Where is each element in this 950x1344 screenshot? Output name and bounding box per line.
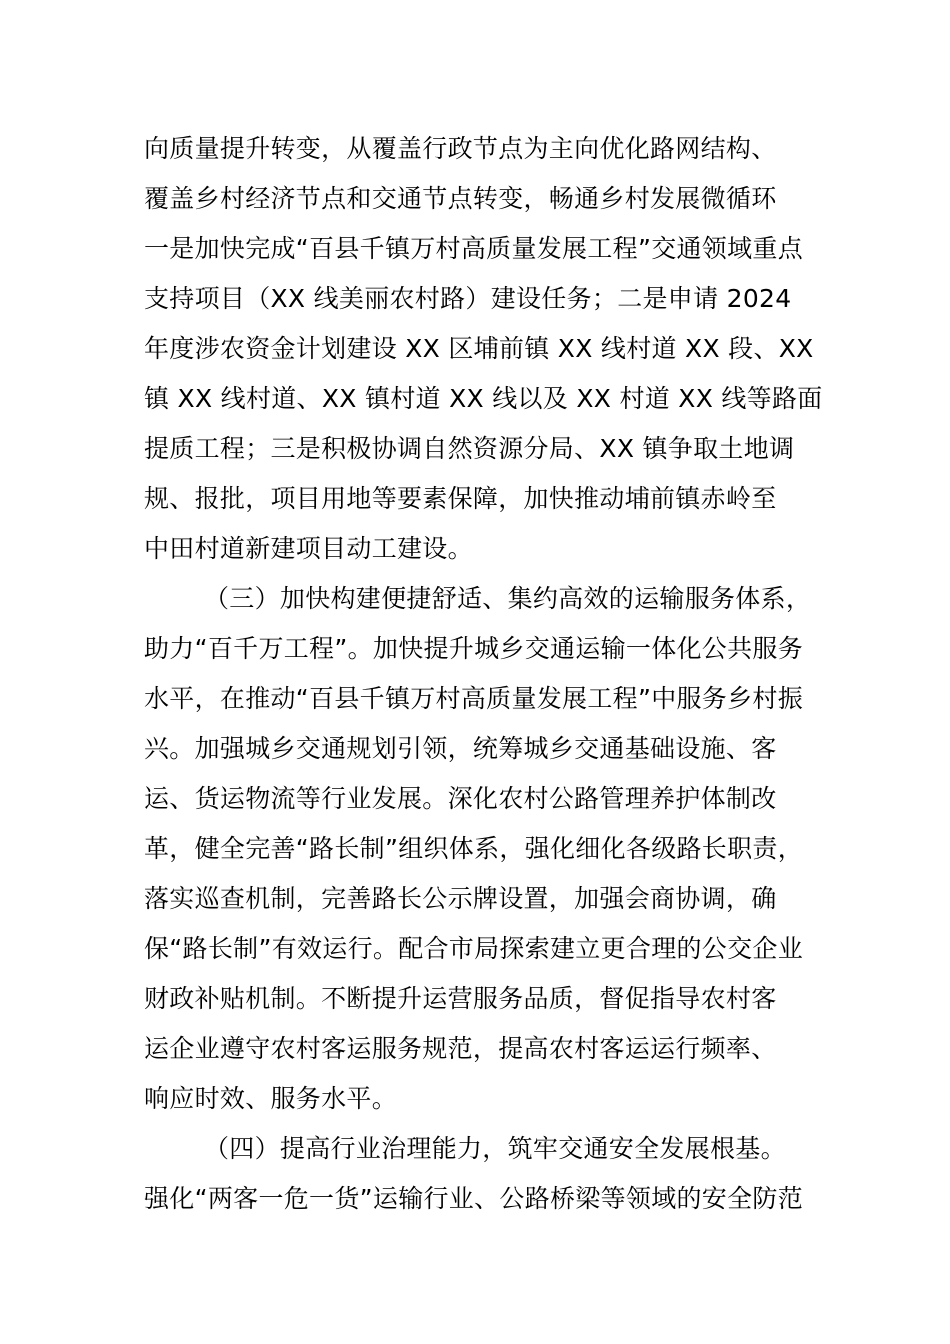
text-line: 保“路长制”有效运行。配合市局探索建立更合理的公交企业 (144, 934, 804, 963)
text-line: 强化“两客一危一货”运输行业、公路桥梁等领域的安全防范 (144, 1184, 804, 1213)
text-line: 运、货运物流等行业发展。深化农村公路管理养护体制改 (144, 784, 777, 813)
text-line: 革，健全完善“路长制”组织体系，强化细化各级路长职责， (144, 834, 804, 863)
text-line: 响应时效、服务水平。 (144, 1084, 398, 1113)
text-line: 规、报批，项目用地等要素保障，加快推动埔前镇赤岭至 (144, 484, 777, 513)
text-line: 支持项目（XX 线美丽农村路）建设任务；二是申请 2024 (144, 284, 792, 313)
text-line: 助力“百千万工程”。加快提升城乡交通运输一体化公共服务 (144, 634, 804, 663)
text-line: 提质工程；三是积极协调自然资源分局、XX 镇争取土地调 (144, 434, 795, 463)
section-heading-4: （四）提高行业治理能力，筑牢交通安全发展根基。 (204, 1134, 786, 1163)
text-line: 兴。加强城乡交通规划引领，统筹城乡交通基础设施、客 (144, 734, 777, 763)
text-line: 财政补贴机制。不断提升运营服务品质，督促指导农村客 (144, 984, 777, 1013)
text-line: 运企业遵守农村客运服务规范，提高农村客运运行频率、 (144, 1034, 777, 1063)
text-line: 落实巡查机制，完善路长公示牌设置，加强会商协调，确 (144, 884, 777, 913)
text-line: 覆盖乡村经济节点和交通节点转变，畅通乡村发展微循环 (144, 184, 777, 213)
text-line: 镇 XX 线村道、XX 镇村道 XX 线以及 XX 村道 XX 线等路面 (144, 384, 823, 413)
text-line: 中田村道新建项目动工建设。 (144, 534, 473, 563)
text-line: 一是加快完成“百县千镇万村高质量发展工程”交通领域重点 (144, 234, 804, 263)
text-line: 向质量提升转变，从覆盖行政节点为主向优化路网结构、 (144, 134, 777, 163)
section-heading-3: （三）加快构建便捷舒适、集约高效的运输服务体系， (204, 584, 812, 613)
text-line: 水平，在推动“百县千镇万村高质量发展工程”中服务乡村振 (144, 684, 804, 713)
text-line: 年度涉农资金计划建设 XX 区埔前镇 XX 线村道 XX 段、XX (144, 334, 814, 363)
